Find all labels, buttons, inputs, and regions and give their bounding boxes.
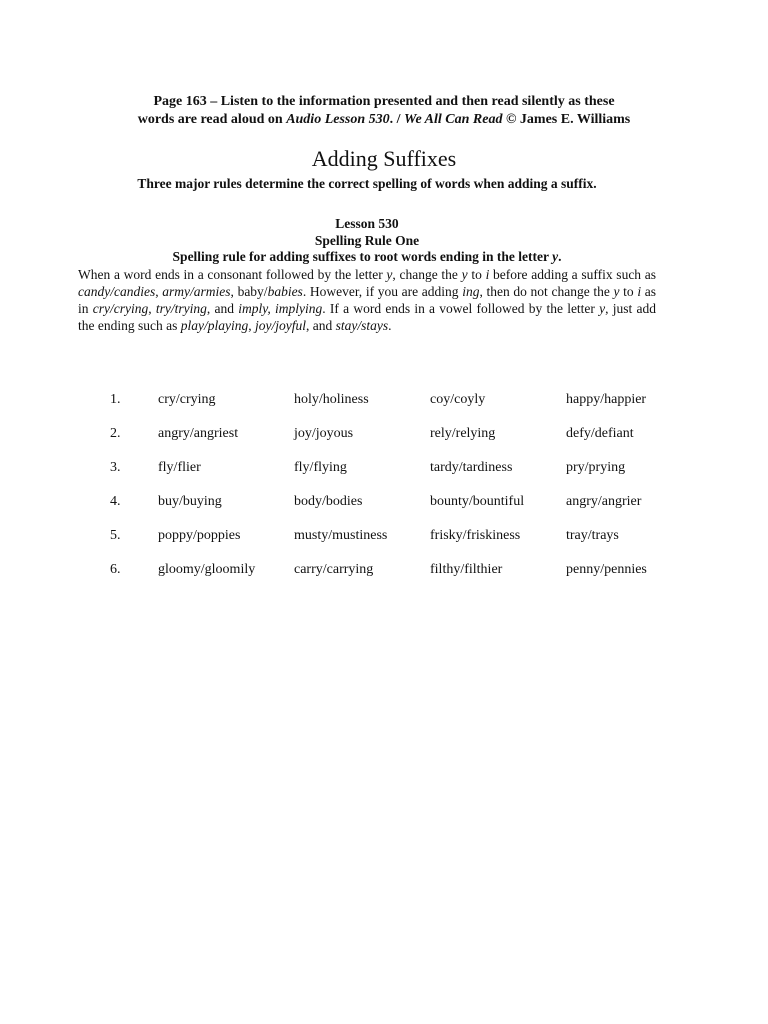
italic-run: candy/candies [78, 284, 156, 299]
table-row [110, 392, 676, 426]
text-run: , and [206, 301, 239, 316]
table-row [110, 528, 676, 562]
table-row [110, 562, 676, 596]
word-pair: filthy/filthier [430, 562, 503, 577]
text-run: to [467, 267, 486, 282]
table-row [110, 494, 676, 528]
italic-run: play/playing [180, 318, 249, 333]
word-pair: bounty/bountiful [430, 494, 525, 509]
word-pair: angry/angriest [158, 426, 239, 441]
header-line-2 [0, 111, 768, 129]
text-run: as in [78, 284, 656, 316]
italic-run: y [599, 301, 606, 316]
text-run: When a word ends in a consonant followed by the letter [78, 267, 387, 282]
word-pair: fly/flying [294, 460, 347, 475]
header-prefix: words are read aloud on [137, 112, 287, 127]
word-pair: poppy/poppies [158, 528, 241, 543]
italic-run: y [386, 267, 393, 282]
word-pair: fly/flier [158, 460, 201, 475]
rule-heading: Spelling Rule One [314, 233, 420, 248]
row-number: 4. [110, 494, 121, 509]
word-pair: musty/mustiness [294, 528, 388, 543]
italic-run: y [461, 267, 468, 282]
word-pair: body/bodies [294, 494, 363, 509]
text-run: , just add the ending such as [78, 301, 656, 333]
word-pair: defy/defiant [566, 426, 634, 441]
italic-run: i [485, 267, 490, 282]
row-number: 3. [110, 460, 121, 475]
word-pair: angry/angrier [566, 494, 642, 509]
word-pair: happy/happier [566, 392, 647, 407]
word-pair: holy/holiness [294, 392, 369, 407]
book-title: We All Can Read [404, 112, 503, 127]
header-line-1: Page 163 – Listen to the information presented and then read silently as these [153, 94, 615, 109]
text-run: , and [305, 318, 336, 333]
table-row [110, 460, 676, 494]
word-pair: gloomy/gloomily [158, 562, 256, 577]
word-pair: joy/joyous [294, 426, 354, 441]
text-run: . [388, 318, 392, 333]
copyright-text: © James E. Williams [502, 112, 631, 127]
text-run: . If a word ends in a vowel followed by the letter [322, 301, 600, 316]
header-separator: . / [389, 112, 405, 127]
italic-run: imply, implying [238, 301, 323, 316]
rule-description [0, 249, 734, 265]
rule-explanation-paragraph [78, 266, 656, 334]
page-header [0, 93, 768, 129]
text-run: , [148, 301, 156, 316]
text-run: , baby/ [230, 284, 268, 299]
word-pair: tardy/tardiness [430, 460, 513, 475]
text-run: , change the [392, 267, 462, 282]
word-pair: frisky/friskiness [430, 528, 521, 543]
italic-run: try/trying [155, 301, 207, 316]
word-pair: buy/buying [158, 494, 222, 509]
word-pair: pry/prying [566, 460, 626, 475]
italic-run: babies [267, 284, 303, 299]
page-title: Adding Suffixes [311, 146, 457, 171]
italic-run: stay/stays [335, 318, 389, 333]
text-run: , [155, 284, 163, 299]
row-number: 1. [110, 392, 121, 407]
word-pair: carry/carrying [294, 562, 374, 577]
rule-desc-text: Spelling rule for adding suffixes to root words ending in the letter [172, 249, 553, 264]
word-pair: cry/crying [158, 392, 216, 407]
text-run: to [619, 284, 638, 299]
italic-run: cry/crying [92, 301, 149, 316]
audio-lesson-ref: Audio Lesson 530 [286, 112, 390, 127]
word-pair: coy/coyly [430, 392, 486, 407]
lesson-heading: Lesson 530 [335, 216, 399, 231]
text-run: , then do not change the [479, 284, 614, 299]
word-pair: rely/relying [430, 426, 496, 441]
table-row [110, 426, 676, 460]
rule-desc-period: . [558, 249, 562, 264]
text-run: , [248, 318, 255, 333]
rule-desc-letter: y [552, 249, 559, 264]
italic-run: joy/joyful [254, 318, 306, 333]
row-number: 6. [110, 562, 121, 577]
word-pair: tray/trays [566, 528, 619, 543]
row-number: 2. [110, 426, 121, 441]
text-run: . However, if you are adding [302, 284, 463, 299]
italic-run: ing [462, 284, 480, 299]
text-run: before adding a suffix such as [489, 267, 657, 282]
italic-run: y [613, 284, 620, 299]
page-subtitle: Three major rules determine the correct spelling of words when adding a suffix. [137, 176, 597, 191]
word-pair: penny/pennies [566, 562, 647, 577]
italic-run: i [637, 284, 642, 299]
word-list-table [110, 392, 676, 596]
row-number: 5. [110, 528, 121, 543]
italic-run: army/armies [162, 284, 231, 299]
